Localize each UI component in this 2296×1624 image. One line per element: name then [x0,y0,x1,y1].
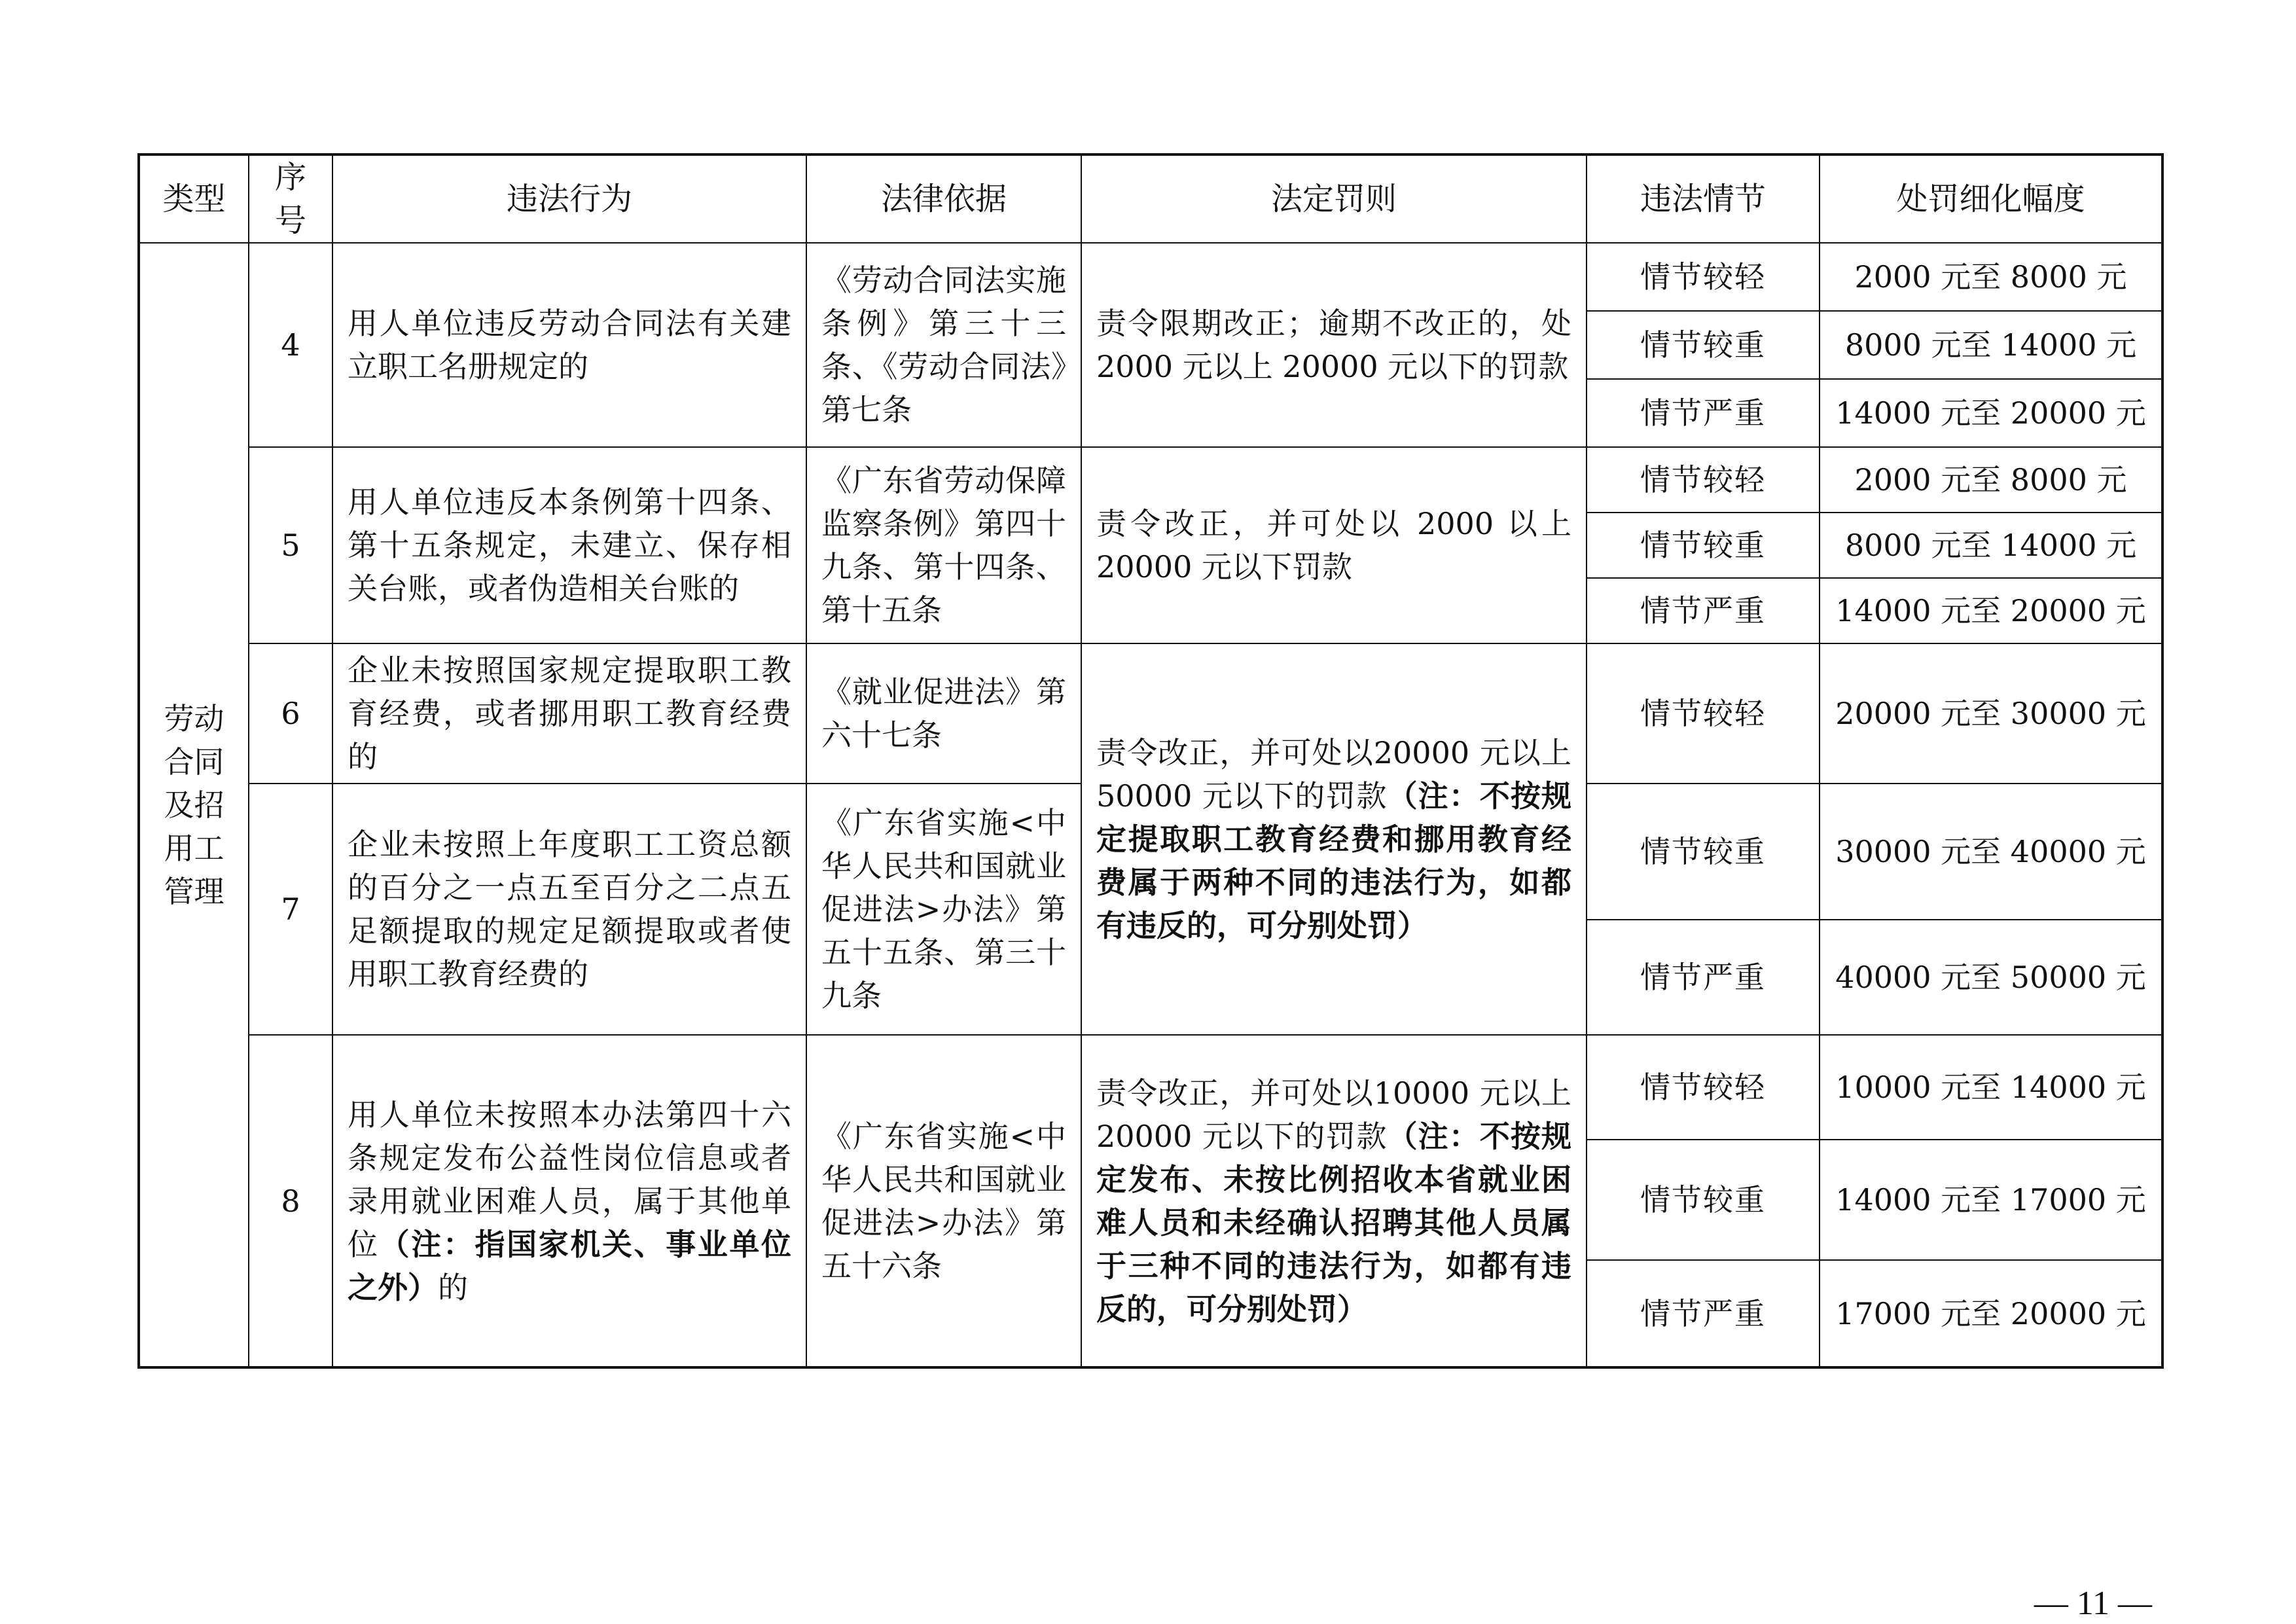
range-cell: 20000 元至 30000 元 [1820,643,2162,784]
seq-cell: 4 [249,243,332,447]
severity-cell: 情节较轻 [1587,447,1820,513]
severity-cell: 情节较轻 [1587,1035,1820,1140]
header-type: 类型 [139,154,249,243]
range-cell: 2000 元至 8000 元 [1820,447,2162,513]
range-cell: 14000 元至 20000 元 [1820,379,2162,447]
act-cell [332,1035,806,1367]
severity-cell: 情节严重 [1587,578,1820,643]
header-basis: 法律依据 [806,154,1081,243]
range-cell: 8000 元至 14000 元 [1820,513,2162,578]
range-cell: 30000 元至 40000 元 [1820,784,2162,920]
rule-text: 责令改正，并可处以20000 元以上50000 元以下的罚款 [1096,735,1571,814]
severity-cell: 情节较轻 [1587,643,1820,784]
header-seq: 序号 [249,154,332,243]
table-row [139,447,2162,513]
range-cell: 10000 元至 14000 元 [1820,1035,2162,1140]
rule-cell: 责令限期改正；逾期不改正的，处2000 元以上 20000 元以下的罚款 [1081,243,1587,447]
table-row [139,1035,2162,1140]
act-cell: 企业未按照上年度职工工资总额的百分之一点五至百分之二点五足额提取的规定足额提取或者使用职工教育经费的 [332,784,806,1035]
rule-cell [1081,1035,1587,1367]
header-act: 违法行为 [332,154,806,243]
act-note: （注：指国家机关、事业单位之外） [348,1226,792,1305]
table-row [139,643,2162,784]
seq-cell: 5 [249,447,332,643]
rule-cell: 责令改正，并可处以 2000 以上20000 元以下罚款 [1081,447,1587,643]
range-cell: 8000 元至 14000 元 [1820,311,2162,379]
severity-cell: 情节较重 [1587,513,1820,578]
header-rule: 法定罚则 [1081,154,1587,243]
header-severity: 违法情节 [1587,154,1820,243]
severity-cell: 情节较轻 [1587,243,1820,311]
rule-text: 责令改正，并可处以10000 元以上20000 元以下的罚款 [1096,1075,1571,1154]
basis-cell: 《广东省实施<中华人民共和国就业促进法>办法》第五十六条 [806,1035,1081,1367]
category-cell: 劳动合同及招用工管理 [139,243,249,1367]
range-cell: 2000 元至 8000 元 [1820,243,2162,311]
page-number: — 11 — [2034,1585,2152,1622]
severity-cell: 情节严重 [1587,379,1820,447]
basis-cell: 《劳动合同法实施条例》第三十三条、《劳动合同法》第七条 [806,243,1081,447]
table-header-row [139,154,2162,243]
table-row [139,243,2162,311]
severity-cell: 情节较重 [1587,1140,1820,1260]
severity-cell: 情节严重 [1587,920,1820,1035]
seq-cell: 7 [249,784,332,1035]
act-cell: 企业未按照国家规定提取职工教育经费，或者挪用职工教育经费的 [332,643,806,784]
penalty-table [137,153,2164,1369]
rule-cell [1081,643,1587,1035]
range-cell: 14000 元至 20000 元 [1820,578,2162,643]
severity-cell: 情节较重 [1587,311,1820,379]
range-cell: 14000 元至 17000 元 [1820,1140,2162,1260]
severity-cell: 情节较重 [1587,784,1820,920]
act-text: 用人单位未按照本办法第四十六条规定发布公益性岗位信息或者录用就业困难人员，属于其他单位 [348,1096,791,1262]
seq-cell: 8 [249,1035,332,1367]
severity-cell: 情节严重 [1587,1260,1820,1367]
act-suffix: 的 [438,1269,468,1305]
range-cell: 40000 元至 50000 元 [1820,920,2162,1035]
rule-note: （注：不按规定提取职工教育经费和挪用教育经费属于两种不同的违法行为，如都有违反的，可分别处罚） [1096,778,1571,943]
act-cell: 用人单位违反本条例第十四条、第十五条规定，未建立、保存相关台账，或者伪造相关台账的 [332,447,806,643]
header-range: 处罚细化幅度 [1820,154,2162,243]
basis-cell: 《广东省实施<中华人民共和国就业促进法>办法》第五十五条、第三十九条 [806,784,1081,1035]
act-cell: 用人单位违反劳动合同法有关建立职工名册规定的 [332,243,806,447]
seq-cell: 6 [249,643,332,784]
basis-cell: 《就业促进法》第六十七条 [806,643,1081,784]
basis-cell: 《广东省劳动保障监察条例》第四十九条、第十四条、第十五条 [806,447,1081,643]
range-cell: 17000 元至 20000 元 [1820,1260,2162,1367]
rule-note: （注：不按规定发布、未按比例招收本省就业困难人员和未经确认招聘其他人员属于三种不同的违法行为，如都有违反的，可分别处罚） [1096,1118,1571,1327]
